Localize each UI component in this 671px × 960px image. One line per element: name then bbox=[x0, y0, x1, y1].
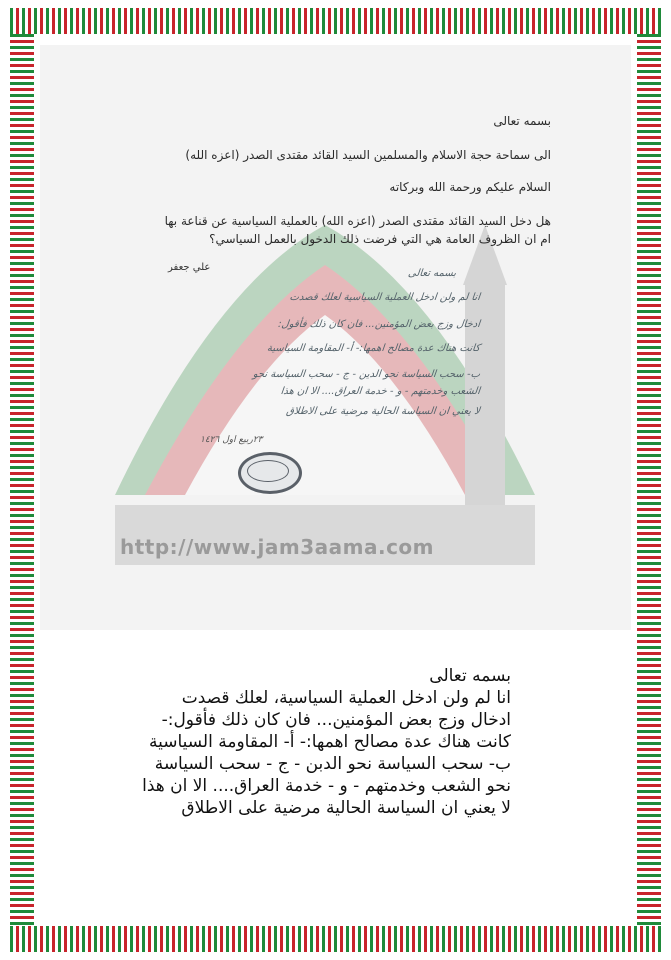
transcript-header: بسمه تعالى bbox=[429, 666, 511, 686]
transcript-line: انا لم ولن ادخل العملية السياسية، لعلك قصدت bbox=[181, 688, 511, 708]
seal-stamp bbox=[238, 452, 302, 494]
asker-name: علي جعفر bbox=[168, 262, 211, 273]
watermark-url: http://www.jam3aama.com bbox=[120, 535, 434, 559]
letter-typed-header: بسمه تعالى bbox=[493, 114, 551, 128]
handwritten-line: لا يعني ان السياسة الحالية مرضية على الاطلاق bbox=[285, 406, 481, 417]
handwritten-line: الشعب وخدمتهم - و - خدمة العراق.... الا ان هذا bbox=[280, 386, 481, 397]
handwritten-date: ٢٣ربيع اول ١٤٢٦ bbox=[200, 435, 263, 445]
handwritten-line: كانت هناك عدة مصالح اهمها:- أ- المقاومة السياسية bbox=[266, 343, 481, 354]
handwritten-line: ادخال وزج بعض المؤمنين... فان كان ذلك فأقول: bbox=[277, 319, 481, 330]
transcript-line: ادخال وزج بعض المؤمنين... فان كان ذلك فأقول:- bbox=[161, 710, 511, 730]
decorative-border-bottom bbox=[10, 926, 661, 952]
decorative-border-left bbox=[10, 34, 34, 926]
letter-question: هل دخل السيد القائد مقتدى الصدر (اعزه الله) بالعملية السياسية عن قناعة بها ام ان الظروف العامة هي التي فرضت ذلك الدخول بالعمل السياسي؟ bbox=[164, 214, 551, 246]
transcript-line: كانت هناك عدة مصالح اهمها:- أ- المقاومة السياسية bbox=[148, 732, 511, 752]
transcript-line: نحو الشعب وخدمتهم - و - خدمة العراق.... الا ان هذا bbox=[142, 776, 511, 796]
handwritten-header: بسمه تعالى bbox=[407, 268, 457, 279]
transcript-block bbox=[142, 665, 511, 819]
decorative-border-top bbox=[10, 8, 661, 34]
handwritten-line: انا لم ولن ادخل العملية السياسية لعلك قصدت bbox=[288, 292, 481, 303]
letter-greeting: السلام عليكم ورحمة الله وبركاته bbox=[389, 180, 551, 194]
handwritten-line: ب- سحب السياسة نحو الدين - ج - سحب السياسة نحو bbox=[252, 369, 481, 380]
letter-addressee: الى سماحة حجة الاسلام والمسلمين السيد القائد مقتدى الصدر (اعزه الله) bbox=[185, 148, 551, 162]
transcript-line: لا يعني ان السياسة الحالية مرضية على الاطلاق bbox=[181, 798, 511, 818]
decorative-border-right bbox=[637, 34, 661, 926]
transcript-line: ب- سحب السياسة نحو الدبن - ج - سحب السياسة bbox=[154, 754, 511, 774]
